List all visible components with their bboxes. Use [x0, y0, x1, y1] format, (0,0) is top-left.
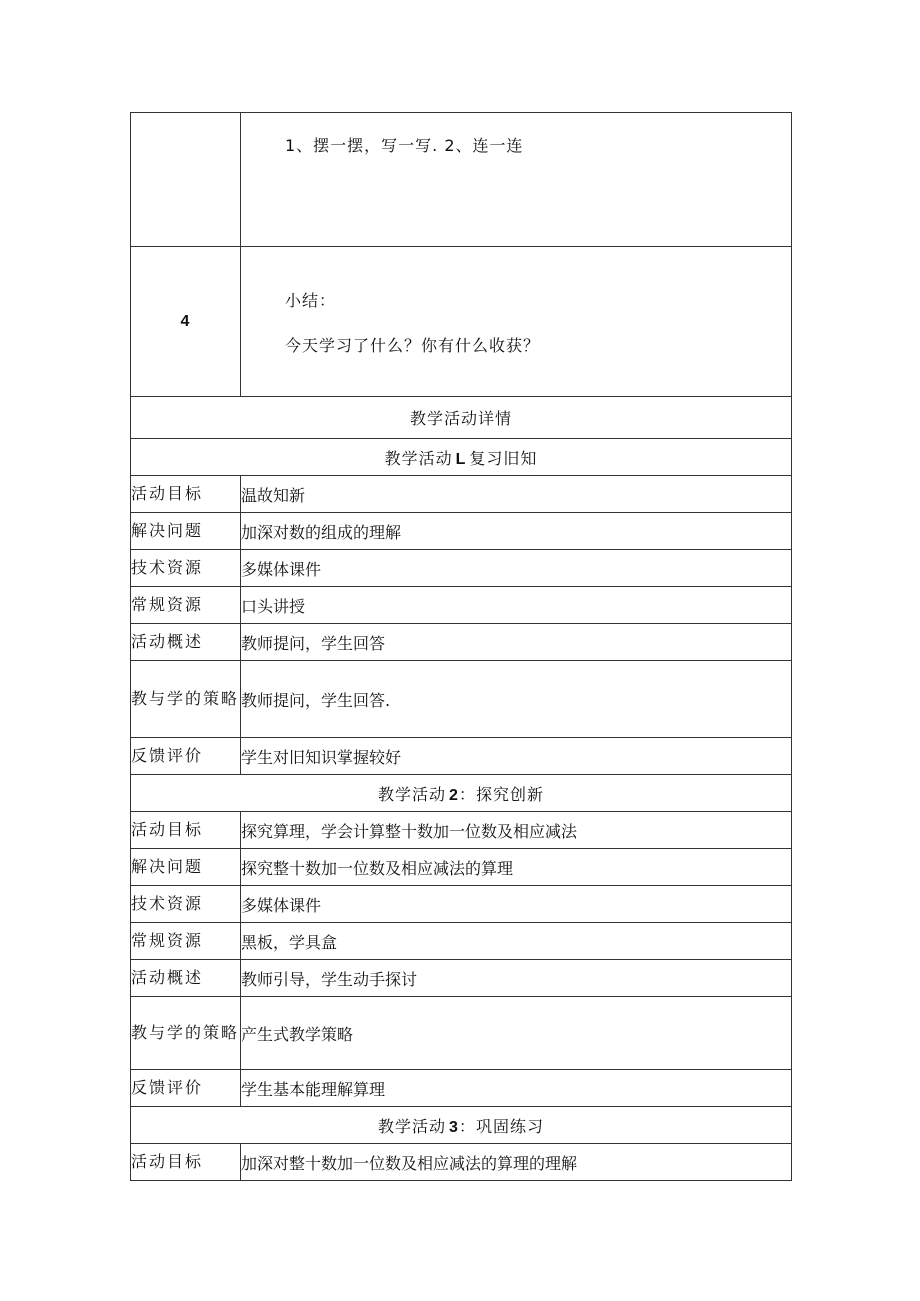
table-row — [131, 550, 792, 587]
activity-heading-prefix: 教学活动 — [384, 448, 453, 468]
row-label: 解决问题 — [131, 513, 241, 550]
table-row — [131, 587, 792, 624]
table-row — [131, 738, 792, 775]
activity-heading-name: 复习旧知 — [469, 448, 538, 468]
table-row — [131, 812, 792, 849]
summary-cell — [241, 247, 792, 397]
row-label: 活动概述 — [131, 624, 241, 661]
summary-row — [131, 247, 792, 397]
row-label: 教与学的策略 — [131, 997, 241, 1070]
activity-heading-name: ：巩固练习 — [458, 1116, 544, 1136]
activity-heading-row — [131, 775, 792, 812]
row-value: 产生式教学策略 — [241, 997, 792, 1070]
row-value: 学生对旧知识掌握较好 — [241, 738, 792, 775]
table-row — [131, 997, 792, 1070]
row-value: 探究算理，学会计算整十数加一位数及相应减法 — [241, 812, 792, 849]
exercise-row — [131, 113, 792, 247]
table-row — [131, 661, 792, 738]
table-row — [131, 624, 792, 661]
table-row — [131, 886, 792, 923]
summary-title: 小结： — [285, 290, 337, 310]
summary-question: 今天学习了什么？你有什么收获？ — [285, 335, 541, 355]
row-label: 技术资源 — [131, 550, 241, 587]
activity-number: 2 — [449, 786, 459, 804]
step-number: 4 — [131, 247, 241, 397]
row-value: 教师提问，学生回答 — [241, 624, 792, 661]
row-label: 活动目标 — [131, 812, 241, 849]
activity-heading-name: ：探究创新 — [458, 784, 544, 804]
row-value: 黑板，学具盒 — [241, 923, 792, 960]
activity-number: L — [455, 450, 467, 468]
activity-heading — [131, 439, 792, 476]
empty-step-cell — [131, 113, 241, 247]
activity-heading-prefix: 教学活动 — [378, 784, 447, 804]
row-label: 技术资源 — [131, 886, 241, 923]
section-title: 教学活动详情 — [131, 397, 792, 439]
lesson-plan-table — [130, 112, 792, 1181]
row-label: 反馈评价 — [131, 1070, 241, 1107]
row-value: 多媒体课件 — [241, 550, 792, 587]
row-label: 教与学的策略 — [131, 661, 241, 738]
row-label: 解决问题 — [131, 849, 241, 886]
table-row — [131, 1070, 792, 1107]
exercise-text: 1、摆一摆，写一写. 2、连一连 — [241, 113, 792, 247]
activity-heading-row — [131, 439, 792, 476]
row-label: 活动概述 — [131, 960, 241, 997]
row-value: 教师引导，学生动手探讨 — [241, 960, 792, 997]
row-value: 加深对数的组成的理解 — [241, 513, 792, 550]
row-label: 反馈评价 — [131, 738, 241, 775]
table-row — [131, 960, 792, 997]
activity-heading — [131, 1107, 792, 1144]
row-label: 活动目标 — [131, 1144, 241, 1181]
row-label: 活动目标 — [131, 476, 241, 513]
activity-heading-prefix: 教学活动 — [378, 1116, 447, 1136]
row-value: 加深对整十数加一位数及相应减法的算理的理解 — [241, 1144, 792, 1181]
activity-heading-row — [131, 1107, 792, 1144]
row-value: 学生基本能理解算理 — [241, 1070, 792, 1107]
row-value: 教师提问，学生回答. — [241, 661, 792, 738]
row-value: 温故知新 — [241, 476, 792, 513]
row-label: 常规资源 — [131, 587, 241, 624]
row-value: 口头讲授 — [241, 587, 792, 624]
row-value: 探究整十数加一位数及相应减法的算理 — [241, 849, 792, 886]
activity-number: 3 — [449, 1118, 459, 1136]
table-row — [131, 513, 792, 550]
row-value: 多媒体课件 — [241, 886, 792, 923]
section-title-row — [131, 397, 792, 439]
table-row — [131, 849, 792, 886]
row-label: 常规资源 — [131, 923, 241, 960]
table-row — [131, 476, 792, 513]
table-row — [131, 1144, 792, 1181]
table-row — [131, 923, 792, 960]
activity-heading — [131, 775, 792, 812]
